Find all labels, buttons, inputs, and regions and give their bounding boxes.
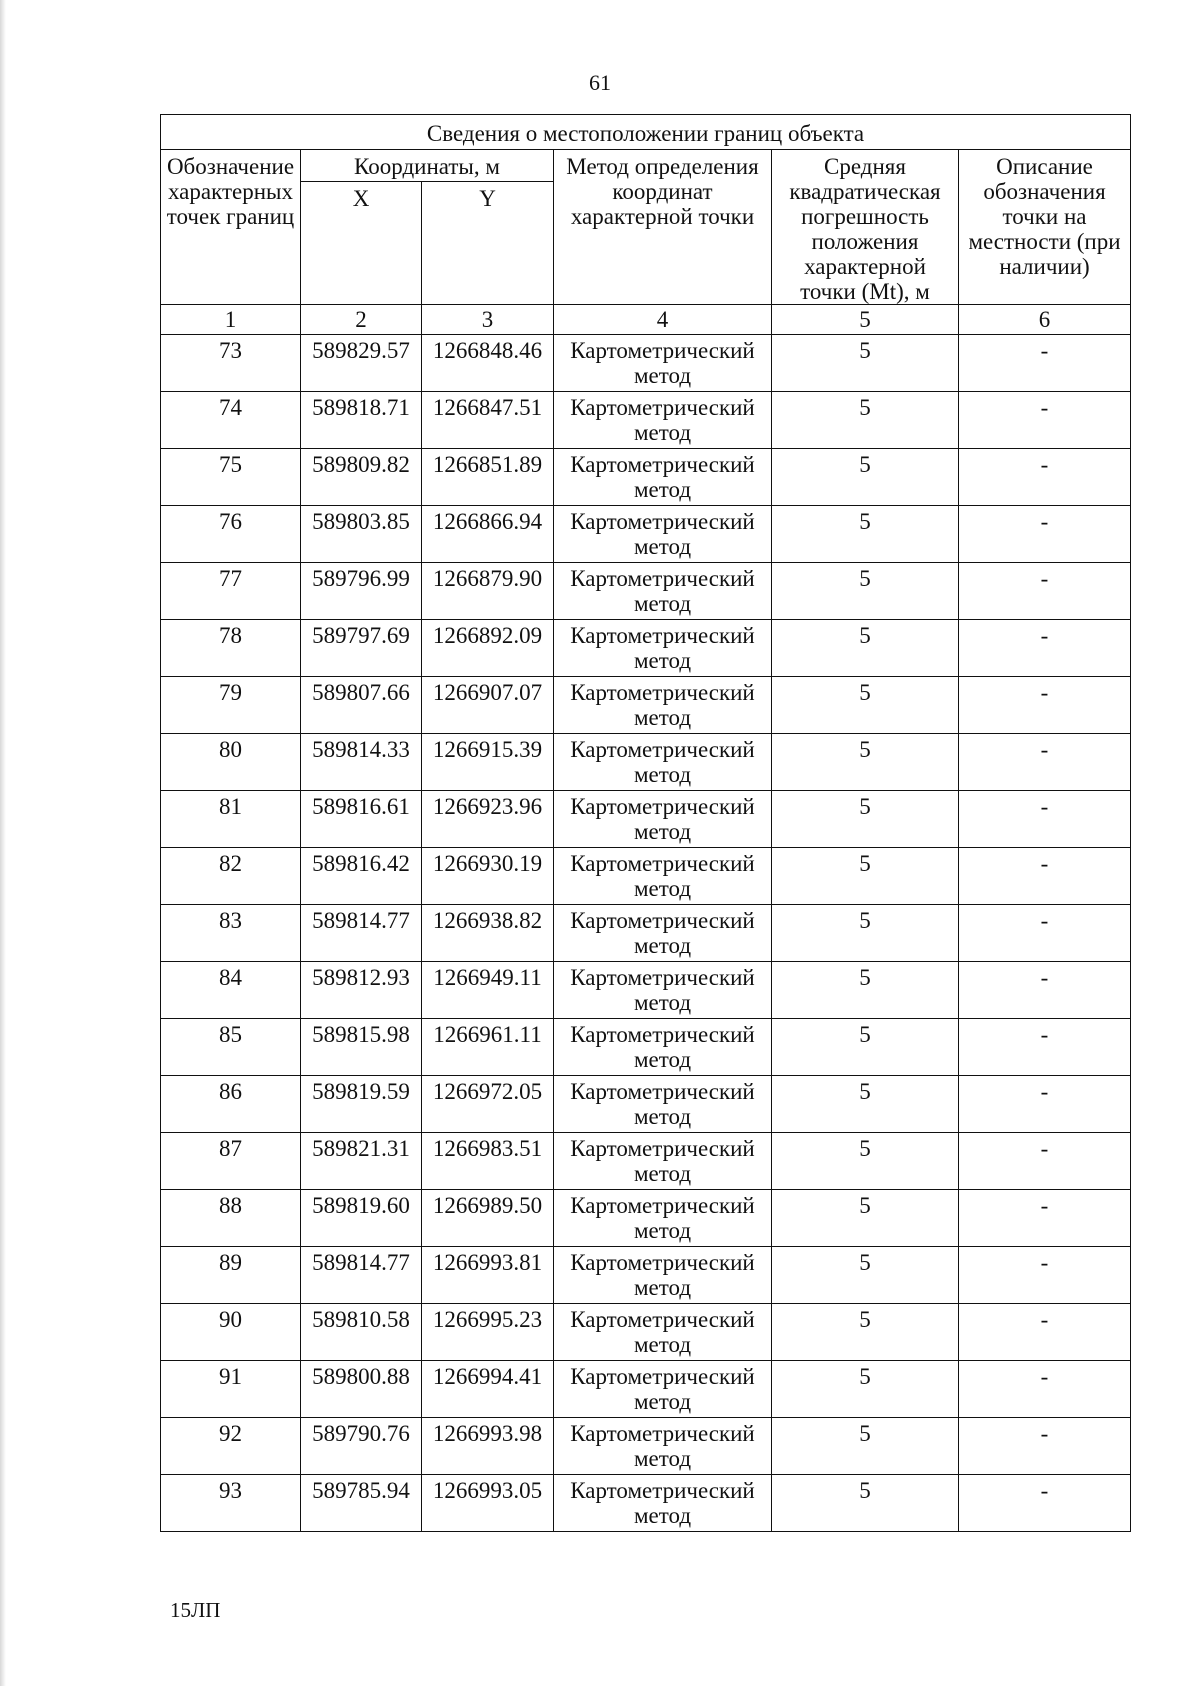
cell-method: Картометрический метод — [554, 677, 772, 734]
table-row — [161, 563, 1131, 620]
cell-error: 5 — [772, 1133, 959, 1190]
scan-binding-edge — [0, 0, 6, 1686]
cell-method: Картометрический метод — [554, 563, 772, 620]
cell-point-number: 85 — [161, 1019, 301, 1076]
cell-error: 5 — [772, 1418, 959, 1475]
cell-description: - — [959, 392, 1131, 449]
cell-method: Картометрический метод — [554, 848, 772, 905]
cell-y-coordinate: 1266848.46 — [422, 335, 554, 392]
cell-method: Картометрический метод — [554, 1190, 772, 1247]
cell-x-coordinate: 589803.85 — [301, 506, 422, 563]
table-row — [161, 1076, 1131, 1133]
cell-error: 5 — [772, 449, 959, 506]
cell-x-coordinate: 589821.31 — [301, 1133, 422, 1190]
cell-error: 5 — [772, 620, 959, 677]
cell-description: - — [959, 1361, 1131, 1418]
cell-description: - — [959, 1019, 1131, 1076]
cell-y-coordinate: 1266993.81 — [422, 1247, 554, 1304]
cell-y-coordinate: 1266930.19 — [422, 848, 554, 905]
cell-description: - — [959, 506, 1131, 563]
cell-point-number: 82 — [161, 848, 301, 905]
column-number: 1 — [161, 305, 301, 335]
cell-error: 5 — [772, 791, 959, 848]
cell-y-coordinate: 1266847.51 — [422, 392, 554, 449]
cell-error: 5 — [772, 962, 959, 1019]
cell-x-coordinate: 589790.76 — [301, 1418, 422, 1475]
cell-method: Картометрический метод — [554, 1304, 772, 1361]
cell-y-coordinate: 1266994.41 — [422, 1361, 554, 1418]
table-row — [161, 905, 1131, 962]
header-point-designation: Обозначение характерных точек границ — [161, 150, 301, 305]
table-row — [161, 620, 1131, 677]
cell-error: 5 — [772, 563, 959, 620]
column-number: 6 — [959, 305, 1131, 335]
cell-method: Картометрический метод — [554, 449, 772, 506]
cell-error: 5 — [772, 1304, 959, 1361]
cell-point-number: 83 — [161, 905, 301, 962]
cell-method: Картометрический метод — [554, 1019, 772, 1076]
header-description: Описание обозначения точки на местности (при наличии) — [959, 150, 1131, 305]
table-row — [161, 962, 1131, 1019]
cell-error: 5 — [772, 1247, 959, 1304]
cell-method: Картометрический метод — [554, 734, 772, 791]
cell-error: 5 — [772, 734, 959, 791]
table-row — [161, 506, 1131, 563]
cell-description: - — [959, 620, 1131, 677]
cell-y-coordinate: 1266972.05 — [422, 1076, 554, 1133]
column-number: 2 — [301, 305, 422, 335]
column-number-row — [161, 305, 1131, 335]
cell-method: Картометрический метод — [554, 962, 772, 1019]
cell-x-coordinate: 589815.98 — [301, 1019, 422, 1076]
table-row — [161, 1304, 1131, 1361]
cell-point-number: 81 — [161, 791, 301, 848]
cell-method: Картометрический метод — [554, 1247, 772, 1304]
cell-point-number: 88 — [161, 1190, 301, 1247]
cell-x-coordinate: 589816.61 — [301, 791, 422, 848]
cell-error: 5 — [772, 392, 959, 449]
table-row — [161, 335, 1131, 392]
cell-y-coordinate: 1266851.89 — [422, 449, 554, 506]
column-number: 3 — [422, 305, 554, 335]
cell-point-number: 90 — [161, 1304, 301, 1361]
cell-point-number: 84 — [161, 962, 301, 1019]
cell-error: 5 — [772, 506, 959, 563]
cell-point-number: 74 — [161, 392, 301, 449]
cell-description: - — [959, 734, 1131, 791]
cell-method: Картометрический метод — [554, 1361, 772, 1418]
header-y: Y — [422, 182, 554, 305]
cell-y-coordinate: 1266879.90 — [422, 563, 554, 620]
cell-point-number: 92 — [161, 1418, 301, 1475]
cell-error: 5 — [772, 677, 959, 734]
cell-error: 5 — [772, 335, 959, 392]
cell-method: Картометрический метод — [554, 506, 772, 563]
cell-x-coordinate: 589814.77 — [301, 905, 422, 962]
table-row — [161, 392, 1131, 449]
table-row — [161, 1475, 1131, 1532]
cell-point-number: 91 — [161, 1361, 301, 1418]
cell-description: - — [959, 1304, 1131, 1361]
cell-y-coordinate: 1266923.96 — [422, 791, 554, 848]
cell-x-coordinate: 589812.93 — [301, 962, 422, 1019]
cell-description: - — [959, 1076, 1131, 1133]
table-row — [161, 677, 1131, 734]
cell-y-coordinate: 1266989.50 — [422, 1190, 554, 1247]
cell-point-number: 89 — [161, 1247, 301, 1304]
table-row — [161, 734, 1131, 791]
cell-y-coordinate: 1266907.07 — [422, 677, 554, 734]
cell-y-coordinate: 1266961.11 — [422, 1019, 554, 1076]
cell-error: 5 — [772, 1076, 959, 1133]
cell-point-number: 73 — [161, 335, 301, 392]
table-body — [161, 335, 1131, 1532]
cell-y-coordinate: 1266915.39 — [422, 734, 554, 791]
cell-description: - — [959, 335, 1131, 392]
cell-description: - — [959, 962, 1131, 1019]
cell-method: Картометрический метод — [554, 791, 772, 848]
column-number: 4 — [554, 305, 772, 335]
cell-description: - — [959, 1190, 1131, 1247]
table-title: Сведения о местоположении границ объекта — [161, 115, 1131, 150]
cell-method: Картометрический метод — [554, 335, 772, 392]
cell-method: Картометрический метод — [554, 392, 772, 449]
cell-description: - — [959, 1133, 1131, 1190]
cell-error: 5 — [772, 1190, 959, 1247]
cell-x-coordinate: 589809.82 — [301, 449, 422, 506]
cell-y-coordinate: 1266983.51 — [422, 1133, 554, 1190]
cell-description: - — [959, 791, 1131, 848]
cell-error: 5 — [772, 1475, 959, 1532]
table-row — [161, 1361, 1131, 1418]
cell-x-coordinate: 589814.77 — [301, 1247, 422, 1304]
header-x: X — [301, 182, 422, 305]
table-row — [161, 848, 1131, 905]
cell-point-number: 75 — [161, 449, 301, 506]
cell-x-coordinate: 589819.59 — [301, 1076, 422, 1133]
table-row — [161, 1190, 1131, 1247]
cell-point-number: 79 — [161, 677, 301, 734]
table-row — [161, 1133, 1131, 1190]
cell-point-number: 87 — [161, 1133, 301, 1190]
cell-method: Картометрический метод — [554, 1076, 772, 1133]
cell-x-coordinate: 589819.60 — [301, 1190, 422, 1247]
cell-method: Картометрический метод — [554, 1133, 772, 1190]
cell-x-coordinate: 589785.94 — [301, 1475, 422, 1532]
cell-error: 5 — [772, 1019, 959, 1076]
cell-description: - — [959, 677, 1131, 734]
cell-point-number: 78 — [161, 620, 301, 677]
cell-method: Картометрический метод — [554, 1475, 772, 1532]
table-row — [161, 449, 1131, 506]
cell-point-number: 77 — [161, 563, 301, 620]
header-method: Метод определения координат характерной точки — [554, 150, 772, 305]
table-row — [161, 791, 1131, 848]
header-mean-square-error: Средняя квадратическая погрешность положения характерной точки (Mt), м — [772, 150, 959, 305]
cell-x-coordinate: 589807.66 — [301, 677, 422, 734]
header-coordinates: Координаты, м — [301, 150, 554, 182]
cell-y-coordinate: 1266866.94 — [422, 506, 554, 563]
cell-description: - — [959, 848, 1131, 905]
cell-error: 5 — [772, 1361, 959, 1418]
cell-method: Картометрический метод — [554, 620, 772, 677]
cell-x-coordinate: 589818.71 — [301, 392, 422, 449]
cell-y-coordinate: 1266892.09 — [422, 620, 554, 677]
cell-x-coordinate: 589816.42 — [301, 848, 422, 905]
cell-y-coordinate: 1266938.82 — [422, 905, 554, 962]
cell-x-coordinate: 589829.57 — [301, 335, 422, 392]
footer-mark: 15ЛП — [170, 1598, 221, 1622]
cell-point-number: 93 — [161, 1475, 301, 1532]
boundary-coordinates-table — [160, 114, 1131, 1532]
cell-error: 5 — [772, 848, 959, 905]
cell-y-coordinate: 1266993.05 — [422, 1475, 554, 1532]
table-row — [161, 1247, 1131, 1304]
cell-description: - — [959, 563, 1131, 620]
page-number: 61 — [589, 70, 611, 95]
cell-x-coordinate: 589797.69 — [301, 620, 422, 677]
table-row — [161, 1019, 1131, 1076]
cell-description: - — [959, 1475, 1131, 1532]
cell-point-number: 86 — [161, 1076, 301, 1133]
cell-method: Картометрический метод — [554, 1418, 772, 1475]
cell-y-coordinate: 1266949.11 — [422, 962, 554, 1019]
cell-error: 5 — [772, 905, 959, 962]
cell-description: - — [959, 1418, 1131, 1475]
cell-y-coordinate: 1266993.98 — [422, 1418, 554, 1475]
cell-x-coordinate: 589814.33 — [301, 734, 422, 791]
cell-y-coordinate: 1266995.23 — [422, 1304, 554, 1361]
cell-x-coordinate: 589796.99 — [301, 563, 422, 620]
cell-point-number: 76 — [161, 506, 301, 563]
cell-description: - — [959, 1247, 1131, 1304]
cell-description: - — [959, 905, 1131, 962]
column-number: 5 — [772, 305, 959, 335]
cell-x-coordinate: 589800.88 — [301, 1361, 422, 1418]
cell-x-coordinate: 589810.58 — [301, 1304, 422, 1361]
cell-point-number: 80 — [161, 734, 301, 791]
cell-method: Картометрический метод — [554, 905, 772, 962]
cell-description: - — [959, 449, 1131, 506]
table-row — [161, 1418, 1131, 1475]
